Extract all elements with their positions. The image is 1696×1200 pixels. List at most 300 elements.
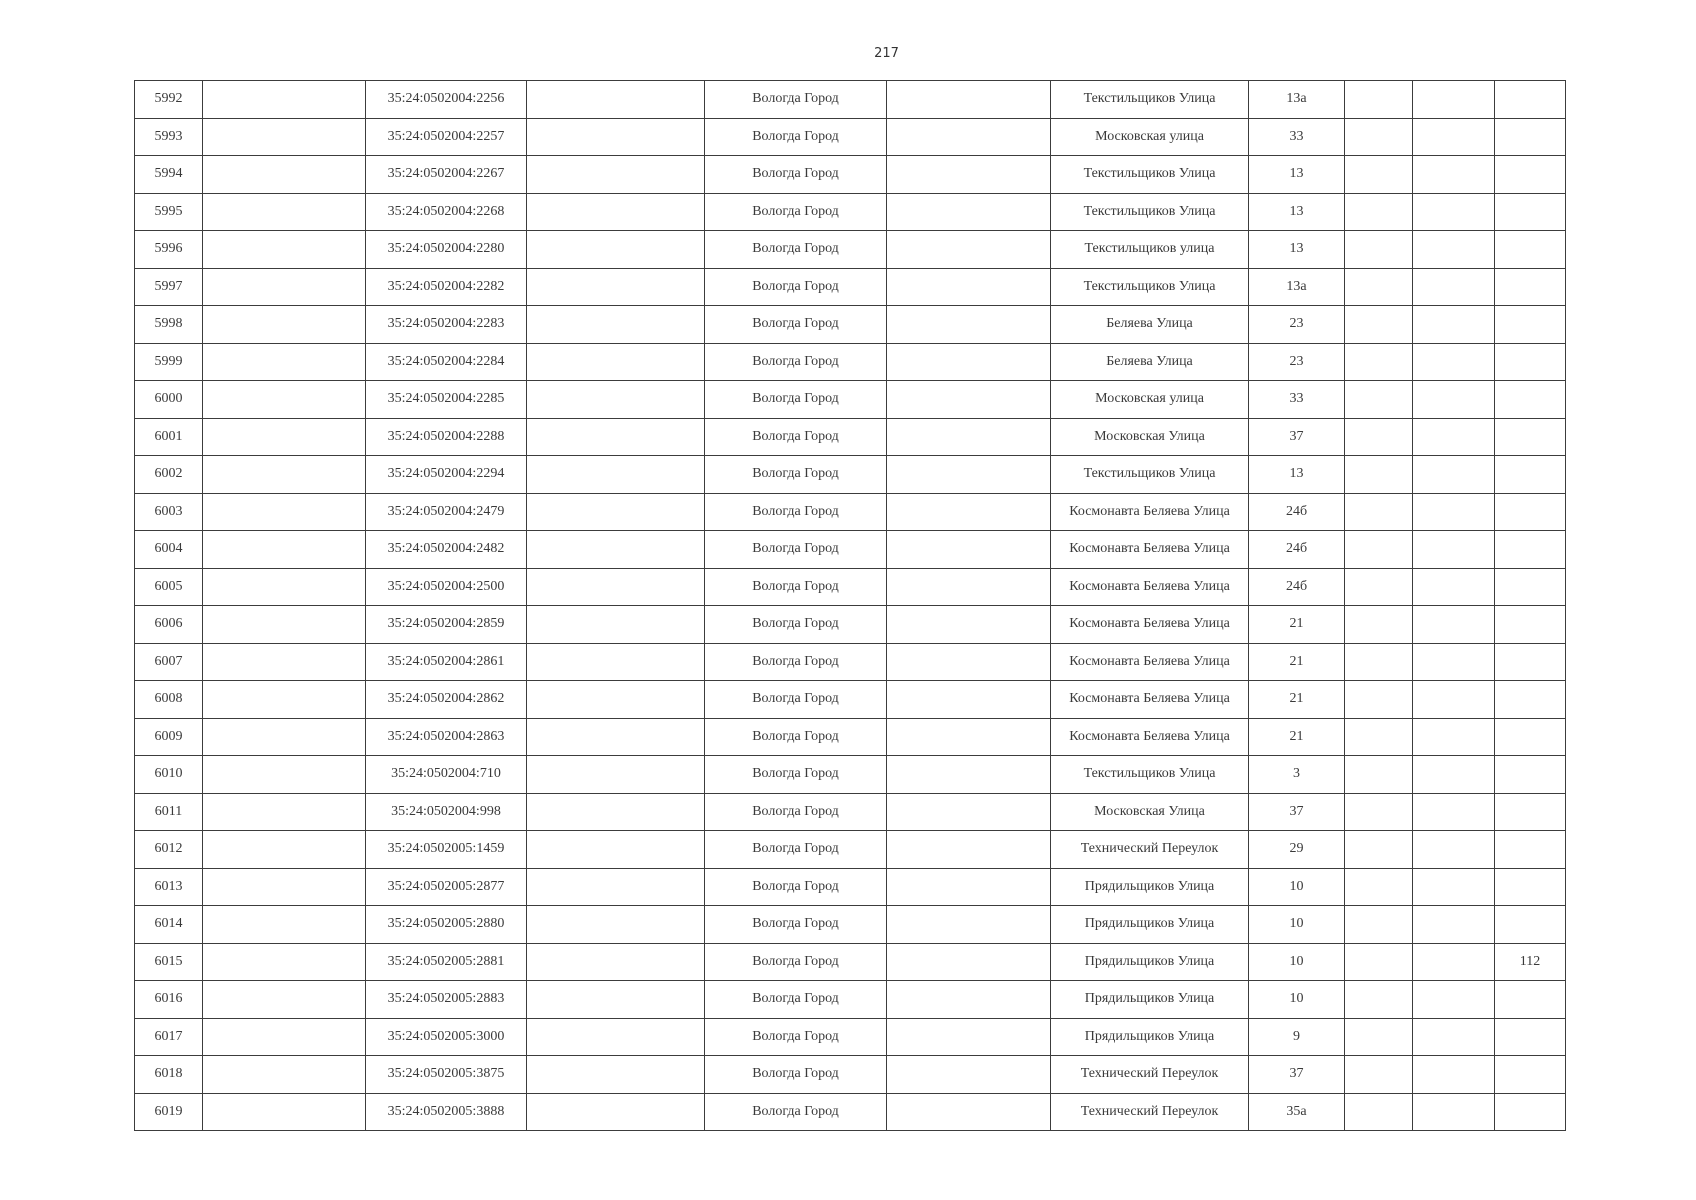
empty-cell: [1345, 756, 1413, 794]
house-number-cell: 23: [1249, 343, 1345, 381]
empty-cell: [527, 306, 705, 344]
cadastral-number-cell: 35:24:0502005:3875: [366, 1056, 527, 1094]
empty-cell: [1345, 943, 1413, 981]
empty-cell: [203, 493, 366, 531]
cadastral-number-cell: 35:24:0502004:2282: [366, 268, 527, 306]
empty-cell: [1413, 606, 1495, 644]
empty-cell: [887, 1093, 1051, 1131]
apartment-number-cell: [1495, 868, 1566, 906]
empty-cell: [203, 456, 366, 494]
empty-cell: [203, 418, 366, 456]
empty-cell: [527, 381, 705, 419]
empty-cell: [887, 643, 1051, 681]
apartment-number-cell: [1495, 718, 1566, 756]
cadastral-number-cell: 35:24:0502004:2285: [366, 381, 527, 419]
street-cell: Технический Переулок: [1051, 831, 1249, 869]
apartment-number-cell: [1495, 1056, 1566, 1094]
city-cell: Вологда Город: [705, 456, 887, 494]
empty-cell: [887, 306, 1051, 344]
empty-cell: [527, 531, 705, 569]
cadastral-number-cell: 35:24:0502004:2267: [366, 156, 527, 194]
house-number-cell: 33: [1249, 118, 1345, 156]
empty-cell: [203, 531, 366, 569]
empty-cell: [1345, 793, 1413, 831]
empty-cell: [887, 756, 1051, 794]
house-number-cell: 10: [1249, 981, 1345, 1019]
empty-cell: [203, 943, 366, 981]
house-number-cell: 10: [1249, 868, 1345, 906]
record-number-cell: 5996: [135, 231, 203, 269]
empty-cell: [887, 456, 1051, 494]
street-cell: Текстильщиков Улица: [1051, 268, 1249, 306]
empty-cell: [527, 868, 705, 906]
empty-cell: [1413, 81, 1495, 119]
table-row: [135, 868, 1566, 906]
street-cell: Московская Улица: [1051, 793, 1249, 831]
empty-cell: [527, 718, 705, 756]
record-number-cell: 5995: [135, 193, 203, 231]
record-number-cell: 6000: [135, 381, 203, 419]
empty-cell: [527, 568, 705, 606]
city-cell: Вологда Город: [705, 681, 887, 719]
city-cell: Вологда Город: [705, 268, 887, 306]
street-cell: Прядильщиков Улица: [1051, 981, 1249, 1019]
apartment-number-cell: [1495, 156, 1566, 194]
cadastral-number-cell: 35:24:0502005:2883: [366, 981, 527, 1019]
record-number-cell: 6007: [135, 643, 203, 681]
table-row: [135, 456, 1566, 494]
house-number-cell: 13: [1249, 193, 1345, 231]
cadastral-number-cell: 35:24:0502005:2877: [366, 868, 527, 906]
empty-cell: [1413, 981, 1495, 1019]
cadastral-number-cell: 35:24:0502004:2280: [366, 231, 527, 269]
house-number-cell: 29: [1249, 831, 1345, 869]
empty-cell: [1413, 493, 1495, 531]
apartment-number-cell: [1495, 1018, 1566, 1056]
apartment-number-cell: [1495, 493, 1566, 531]
empty-cell: [1413, 456, 1495, 494]
house-number-cell: 9: [1249, 1018, 1345, 1056]
apartment-number-cell: [1495, 606, 1566, 644]
house-number-cell: 37: [1249, 418, 1345, 456]
empty-cell: [203, 1056, 366, 1094]
empty-cell: [1413, 268, 1495, 306]
empty-cell: [1413, 868, 1495, 906]
record-number-cell: 6005: [135, 568, 203, 606]
street-cell: Московская улица: [1051, 118, 1249, 156]
empty-cell: [1413, 756, 1495, 794]
property-registry-table: [134, 80, 1566, 1131]
empty-cell: [203, 193, 366, 231]
house-number-cell: 10: [1249, 906, 1345, 944]
apartment-number-cell: [1495, 643, 1566, 681]
record-number-cell: 6006: [135, 606, 203, 644]
apartment-number-cell: [1495, 193, 1566, 231]
street-cell: Текстильщиков Улица: [1051, 193, 1249, 231]
house-number-cell: 13: [1249, 156, 1345, 194]
empty-cell: [1413, 681, 1495, 719]
empty-cell: [527, 1056, 705, 1094]
empty-cell: [203, 793, 366, 831]
street-cell: Московская улица: [1051, 381, 1249, 419]
city-cell: Вологда Город: [705, 643, 887, 681]
street-cell: Космонавта Беляева Улица: [1051, 531, 1249, 569]
empty-cell: [527, 193, 705, 231]
house-number-cell: 13: [1249, 456, 1345, 494]
empty-cell: [527, 456, 705, 494]
table-row: [135, 681, 1566, 719]
empty-cell: [527, 793, 705, 831]
empty-cell: [887, 1056, 1051, 1094]
empty-cell: [887, 81, 1051, 119]
empty-cell: [1413, 343, 1495, 381]
empty-cell: [203, 1018, 366, 1056]
empty-cell: [527, 606, 705, 644]
city-cell: Вологда Город: [705, 381, 887, 419]
cadastral-number-cell: 35:24:0502004:2500: [366, 568, 527, 606]
empty-cell: [203, 81, 366, 119]
house-number-cell: 3: [1249, 756, 1345, 794]
street-cell: Прядильщиков Улица: [1051, 906, 1249, 944]
house-number-cell: 21: [1249, 681, 1345, 719]
empty-cell: [203, 381, 366, 419]
empty-cell: [1413, 568, 1495, 606]
empty-cell: [1345, 606, 1413, 644]
table-row: [135, 493, 1566, 531]
record-number-cell: 5993: [135, 118, 203, 156]
house-number-cell: 10: [1249, 943, 1345, 981]
city-cell: Вологда Город: [705, 231, 887, 269]
empty-cell: [527, 493, 705, 531]
house-number-cell: 23: [1249, 306, 1345, 344]
cadastral-number-cell: 35:24:0502004:2863: [366, 718, 527, 756]
house-number-cell: 35а: [1249, 1093, 1345, 1131]
cadastral-number-cell: 35:24:0502004:2288: [366, 418, 527, 456]
city-cell: Вологда Город: [705, 306, 887, 344]
empty-cell: [203, 1093, 366, 1131]
empty-cell: [1345, 718, 1413, 756]
house-number-cell: 24б: [1249, 568, 1345, 606]
table-row: [135, 606, 1566, 644]
apartment-number-cell: [1495, 793, 1566, 831]
street-cell: Космонавта Беляева Улица: [1051, 493, 1249, 531]
record-number-cell: 5994: [135, 156, 203, 194]
table-row: [135, 943, 1566, 981]
street-cell: Текстильщиков Улица: [1051, 456, 1249, 494]
house-number-cell: 13а: [1249, 268, 1345, 306]
empty-cell: [1345, 81, 1413, 119]
empty-cell: [887, 1018, 1051, 1056]
empty-cell: [1413, 231, 1495, 269]
street-cell: Космонавта Беляева Улица: [1051, 568, 1249, 606]
empty-cell: [203, 306, 366, 344]
empty-cell: [527, 418, 705, 456]
empty-cell: [887, 418, 1051, 456]
street-cell: Космонавта Беляева Улица: [1051, 643, 1249, 681]
empty-cell: [887, 793, 1051, 831]
empty-cell: [1345, 643, 1413, 681]
house-number-cell: 33: [1249, 381, 1345, 419]
city-cell: Вологда Город: [705, 343, 887, 381]
table-row: [135, 343, 1566, 381]
table-row: [135, 1056, 1566, 1094]
street-cell: Текстильщиков Улица: [1051, 756, 1249, 794]
cadastral-number-cell: 35:24:0502004:2268: [366, 193, 527, 231]
cadastral-number-cell: 35:24:0502004:2284: [366, 343, 527, 381]
table-row: [135, 906, 1566, 944]
empty-cell: [1345, 156, 1413, 194]
city-cell: Вологда Город: [705, 156, 887, 194]
empty-cell: [1345, 268, 1413, 306]
empty-cell: [887, 381, 1051, 419]
empty-cell: [1345, 681, 1413, 719]
city-cell: Вологда Город: [705, 118, 887, 156]
empty-cell: [887, 943, 1051, 981]
cadastral-number-cell: 35:24:0502004:2862: [366, 681, 527, 719]
city-cell: Вологда Город: [705, 981, 887, 1019]
empty-cell: [1345, 193, 1413, 231]
record-number-cell: 6002: [135, 456, 203, 494]
empty-cell: [203, 568, 366, 606]
empty-cell: [1345, 831, 1413, 869]
empty-cell: [887, 118, 1051, 156]
table-row: [135, 268, 1566, 306]
record-number-cell: 6010: [135, 756, 203, 794]
table-row: [135, 193, 1566, 231]
city-cell: Вологда Город: [705, 81, 887, 119]
empty-cell: [887, 531, 1051, 569]
empty-cell: [1413, 156, 1495, 194]
apartment-number-cell: [1495, 568, 1566, 606]
empty-cell: [527, 643, 705, 681]
table-row: [135, 156, 1566, 194]
empty-cell: [1345, 118, 1413, 156]
apartment-number-cell: [1495, 981, 1566, 1019]
street-cell: Прядильщиков Улица: [1051, 943, 1249, 981]
empty-cell: [1413, 1018, 1495, 1056]
apartment-number-cell: [1495, 906, 1566, 944]
city-cell: Вологда Город: [705, 1018, 887, 1056]
apartment-number-cell: [1495, 343, 1566, 381]
house-number-cell: 21: [1249, 718, 1345, 756]
empty-cell: [887, 193, 1051, 231]
city-cell: Вологда Город: [705, 831, 887, 869]
empty-cell: [203, 681, 366, 719]
record-number-cell: 6011: [135, 793, 203, 831]
cadastral-number-cell: 35:24:0502005:3888: [366, 1093, 527, 1131]
apartment-number-cell: [1495, 681, 1566, 719]
record-number-cell: 5997: [135, 268, 203, 306]
empty-cell: [203, 831, 366, 869]
empty-cell: [527, 231, 705, 269]
record-number-cell: 6008: [135, 681, 203, 719]
empty-cell: [887, 568, 1051, 606]
empty-cell: [1413, 831, 1495, 869]
empty-cell: [1345, 343, 1413, 381]
house-number-cell: 37: [1249, 1056, 1345, 1094]
apartment-number-cell: [1495, 531, 1566, 569]
table-row: [135, 643, 1566, 681]
empty-cell: [887, 906, 1051, 944]
street-cell: Текстильщиков Улица: [1051, 156, 1249, 194]
cadastral-number-cell: 35:24:0502004:2257: [366, 118, 527, 156]
record-number-cell: 6004: [135, 531, 203, 569]
cadastral-number-cell: 35:24:0502004:710: [366, 756, 527, 794]
apartment-number-cell: [1495, 831, 1566, 869]
table-row: [135, 306, 1566, 344]
table-row: [135, 381, 1566, 419]
empty-cell: [887, 681, 1051, 719]
empty-cell: [1413, 793, 1495, 831]
table-row: [135, 231, 1566, 269]
house-number-cell: 21: [1249, 606, 1345, 644]
table-row: [135, 418, 1566, 456]
empty-cell: [527, 681, 705, 719]
city-cell: Вологда Город: [705, 568, 887, 606]
empty-cell: [527, 943, 705, 981]
empty-cell: [887, 493, 1051, 531]
empty-cell: [1345, 306, 1413, 344]
empty-cell: [1345, 418, 1413, 456]
page-number: 217: [874, 46, 899, 61]
street-cell: Прядильщиков Улица: [1051, 1018, 1249, 1056]
record-number-cell: 5998: [135, 306, 203, 344]
record-number-cell: 6012: [135, 831, 203, 869]
table-row: [135, 793, 1566, 831]
empty-cell: [203, 981, 366, 1019]
record-number-cell: 5999: [135, 343, 203, 381]
city-cell: Вологда Город: [705, 718, 887, 756]
empty-cell: [527, 981, 705, 1019]
empty-cell: [203, 643, 366, 681]
empty-cell: [527, 268, 705, 306]
street-cell: Космонавта Беляева Улица: [1051, 606, 1249, 644]
street-cell: Прядильщиков Улица: [1051, 868, 1249, 906]
empty-cell: [1345, 231, 1413, 269]
record-number-cell: 6009: [135, 718, 203, 756]
record-number-cell: 6013: [135, 868, 203, 906]
empty-cell: [1413, 1056, 1495, 1094]
street-cell: Текстильщиков Улица: [1051, 81, 1249, 119]
empty-cell: [527, 118, 705, 156]
apartment-number-cell: [1495, 231, 1566, 269]
empty-cell: [887, 268, 1051, 306]
apartment-number-cell: [1495, 418, 1566, 456]
city-cell: Вологда Город: [705, 606, 887, 644]
record-number-cell: 6001: [135, 418, 203, 456]
empty-cell: [887, 718, 1051, 756]
table-body: [135, 81, 1566, 1131]
empty-cell: [1413, 531, 1495, 569]
cadastral-number-cell: 35:24:0502005:2881: [366, 943, 527, 981]
empty-cell: [203, 156, 366, 194]
table-row: [135, 1093, 1566, 1131]
table-row: [135, 568, 1566, 606]
city-cell: Вологда Город: [705, 1056, 887, 1094]
city-cell: Вологда Город: [705, 193, 887, 231]
city-cell: Вологда Город: [705, 756, 887, 794]
empty-cell: [203, 868, 366, 906]
city-cell: Вологда Город: [705, 1093, 887, 1131]
street-cell: Космонавта Беляева Улица: [1051, 718, 1249, 756]
house-number-cell: 24б: [1249, 531, 1345, 569]
cadastral-number-cell: 35:24:0502004:2859: [366, 606, 527, 644]
empty-cell: [1413, 381, 1495, 419]
empty-cell: [527, 906, 705, 944]
empty-cell: [527, 156, 705, 194]
apartment-number-cell: [1495, 118, 1566, 156]
table-row: [135, 531, 1566, 569]
apartment-number-cell: [1495, 756, 1566, 794]
empty-cell: [203, 118, 366, 156]
record-number-cell: 6019: [135, 1093, 203, 1131]
cadastral-number-cell: 35:24:0502004:2283: [366, 306, 527, 344]
empty-cell: [1345, 381, 1413, 419]
empty-cell: [527, 1018, 705, 1056]
street-cell: Беляева Улица: [1051, 343, 1249, 381]
house-number-cell: 37: [1249, 793, 1345, 831]
table-row: [135, 118, 1566, 156]
table-row: [135, 718, 1566, 756]
empty-cell: [1345, 531, 1413, 569]
record-number-cell: 6018: [135, 1056, 203, 1094]
cadastral-number-cell: 35:24:0502004:2482: [366, 531, 527, 569]
city-cell: Вологда Город: [705, 531, 887, 569]
empty-cell: [1345, 981, 1413, 1019]
street-cell: Космонавта Беляева Улица: [1051, 681, 1249, 719]
empty-cell: [887, 231, 1051, 269]
apartment-number-cell: [1495, 268, 1566, 306]
cadastral-number-cell: 35:24:0502004:998: [366, 793, 527, 831]
empty-cell: [203, 231, 366, 269]
record-number-cell: 5992: [135, 81, 203, 119]
empty-cell: [1413, 118, 1495, 156]
empty-cell: [1413, 718, 1495, 756]
cadastral-number-cell: 35:24:0502005:2880: [366, 906, 527, 944]
empty-cell: [1345, 906, 1413, 944]
table-row: [135, 981, 1566, 1019]
empty-cell: [527, 343, 705, 381]
table-row: [135, 756, 1566, 794]
apartment-number-cell: [1495, 1093, 1566, 1131]
empty-cell: [887, 981, 1051, 1019]
empty-cell: [203, 718, 366, 756]
empty-cell: [1413, 943, 1495, 981]
street-cell: Технический Переулок: [1051, 1093, 1249, 1131]
city-cell: Вологда Город: [705, 493, 887, 531]
street-cell: Московская Улица: [1051, 418, 1249, 456]
apartment-number-cell: [1495, 456, 1566, 494]
house-number-cell: 24б: [1249, 493, 1345, 531]
empty-cell: [1413, 193, 1495, 231]
empty-cell: [1413, 906, 1495, 944]
record-number-cell: 6015: [135, 943, 203, 981]
house-number-cell: 21: [1249, 643, 1345, 681]
record-number-cell: 6017: [135, 1018, 203, 1056]
street-cell: Текстильщиков улица: [1051, 231, 1249, 269]
empty-cell: [1345, 1018, 1413, 1056]
record-number-cell: 6003: [135, 493, 203, 531]
empty-cell: [1345, 568, 1413, 606]
record-number-cell: 6016: [135, 981, 203, 1019]
city-cell: Вологда Город: [705, 868, 887, 906]
empty-cell: [1345, 456, 1413, 494]
empty-cell: [1345, 868, 1413, 906]
table-row: [135, 831, 1566, 869]
empty-cell: [203, 606, 366, 644]
empty-cell: [1345, 1056, 1413, 1094]
street-cell: Технический Переулок: [1051, 1056, 1249, 1094]
